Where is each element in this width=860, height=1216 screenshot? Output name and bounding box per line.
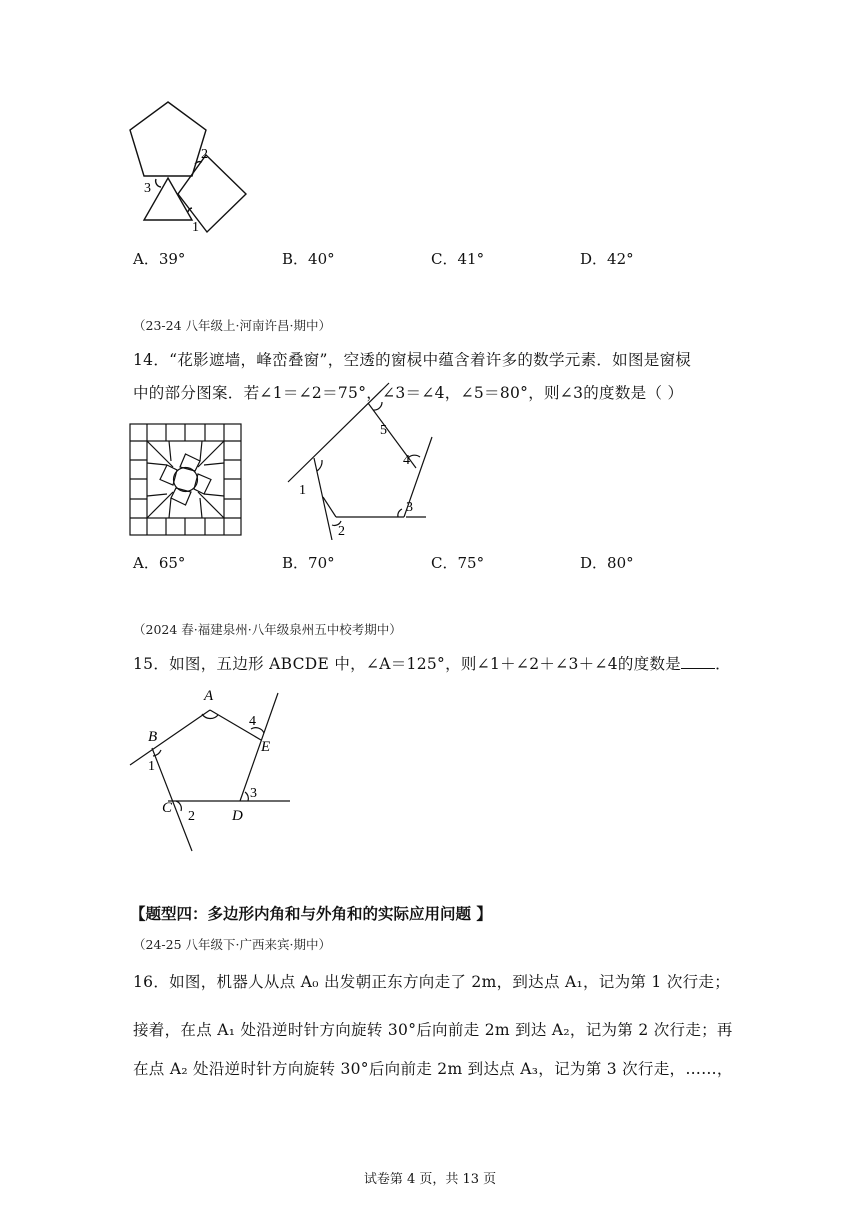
window-lattice-image [129, 423, 242, 536]
q14-text-line-1: 14．“花影遮墙，峰峦叠窗”，空透的窗棂中蕴含着许多的数学元素．如图是窗棂 [133, 351, 692, 369]
page-footer: 试卷第 4 页，共 13 页 [363, 1172, 497, 1187]
q15-vertex-c: C [162, 800, 173, 816]
q15-angle-label-1: 1 [148, 759, 155, 774]
q13-angle-label-1: 1 [192, 220, 199, 235]
q15-angle-label-3: 3 [250, 786, 257, 801]
q14-option-b[interactable]: B．70° [282, 554, 335, 572]
pentagon-shape [130, 102, 206, 176]
q16-text-line-3: 在点 A₂ 处沿逆时针方向旋转 30°后向前走 2m 到达点 A₃，记为第 3 次行走，……， [133, 1060, 733, 1078]
q14-option-a[interactable]: A．65° [133, 554, 186, 572]
q15-angle-label-2: 2 [188, 809, 195, 824]
q13-angle-label-3: 3 [144, 181, 151, 196]
q14-angle-label-1: 1 [299, 483, 306, 498]
q14-source: （23-24 八年级上·河南许昌·期中） [133, 318, 331, 333]
q13-figure [126, 100, 256, 235]
q13-option-a[interactable]: A．39° [133, 250, 186, 268]
q15-answer-blank[interactable] [681, 654, 715, 669]
q15-vertex-d: D [232, 808, 243, 824]
q15-pentagon-figure [128, 683, 296, 853]
q14-text-line-2: 中的部分图案．若∠1＝∠2＝75°，∠3＝∠4，∠5＝80°，则∠3的度数是（ ） [133, 384, 684, 402]
q13-angle-label-2: 2 [201, 147, 208, 162]
q16-text-line-2: 接着，在点 A₁ 处沿逆时针方向旋转 30°后向前走 2m 到达 A₂，记为第 2 次行走；再 [133, 1021, 733, 1039]
q14-pentagon-figure [286, 380, 438, 540]
q14-angle-label-5: 5 [380, 423, 387, 438]
q13-option-c[interactable]: C．41° [431, 250, 485, 268]
q13-option-b[interactable]: B．40° [282, 250, 335, 268]
q14-angle-label-4: 4 [403, 453, 410, 468]
q15-vertex-b: B [148, 729, 158, 745]
q15-angle-label-4: 4 [249, 714, 256, 729]
q15-vertex-a: A [204, 688, 214, 704]
q16-source: （24-25 八年级下·广西来宾·期中） [133, 937, 331, 952]
q16-text-line-1: 16．如图，机器人从点 A₀ 出发朝正东方向走了 2m，到达点 A₁，记为第 1 次行走； [133, 973, 731, 991]
q15-text [133, 652, 731, 674]
q15-vertex-e: E [261, 739, 271, 755]
q14-option-d[interactable]: D．80° [580, 554, 634, 572]
q13-option-d[interactable]: D．42° [580, 250, 634, 268]
q14-angle-label-2: 2 [338, 524, 345, 539]
q15-text-end: ． [715, 655, 731, 673]
q14-option-c[interactable]: C．75° [431, 554, 485, 572]
q15-source: （2024 春·福建泉州·八年级泉州五中校考期中） [133, 622, 402, 637]
q15-text-main: 15．如图，五边形 ABCDE 中，∠A＝125°，则∠1＋∠2＋∠3＋∠4的度数是 [133, 655, 682, 673]
section-heading: 【题型四：多边形内角和与外角和的实际应用问题 】 [130, 905, 492, 923]
q14-angle-label-3: 3 [406, 500, 413, 515]
